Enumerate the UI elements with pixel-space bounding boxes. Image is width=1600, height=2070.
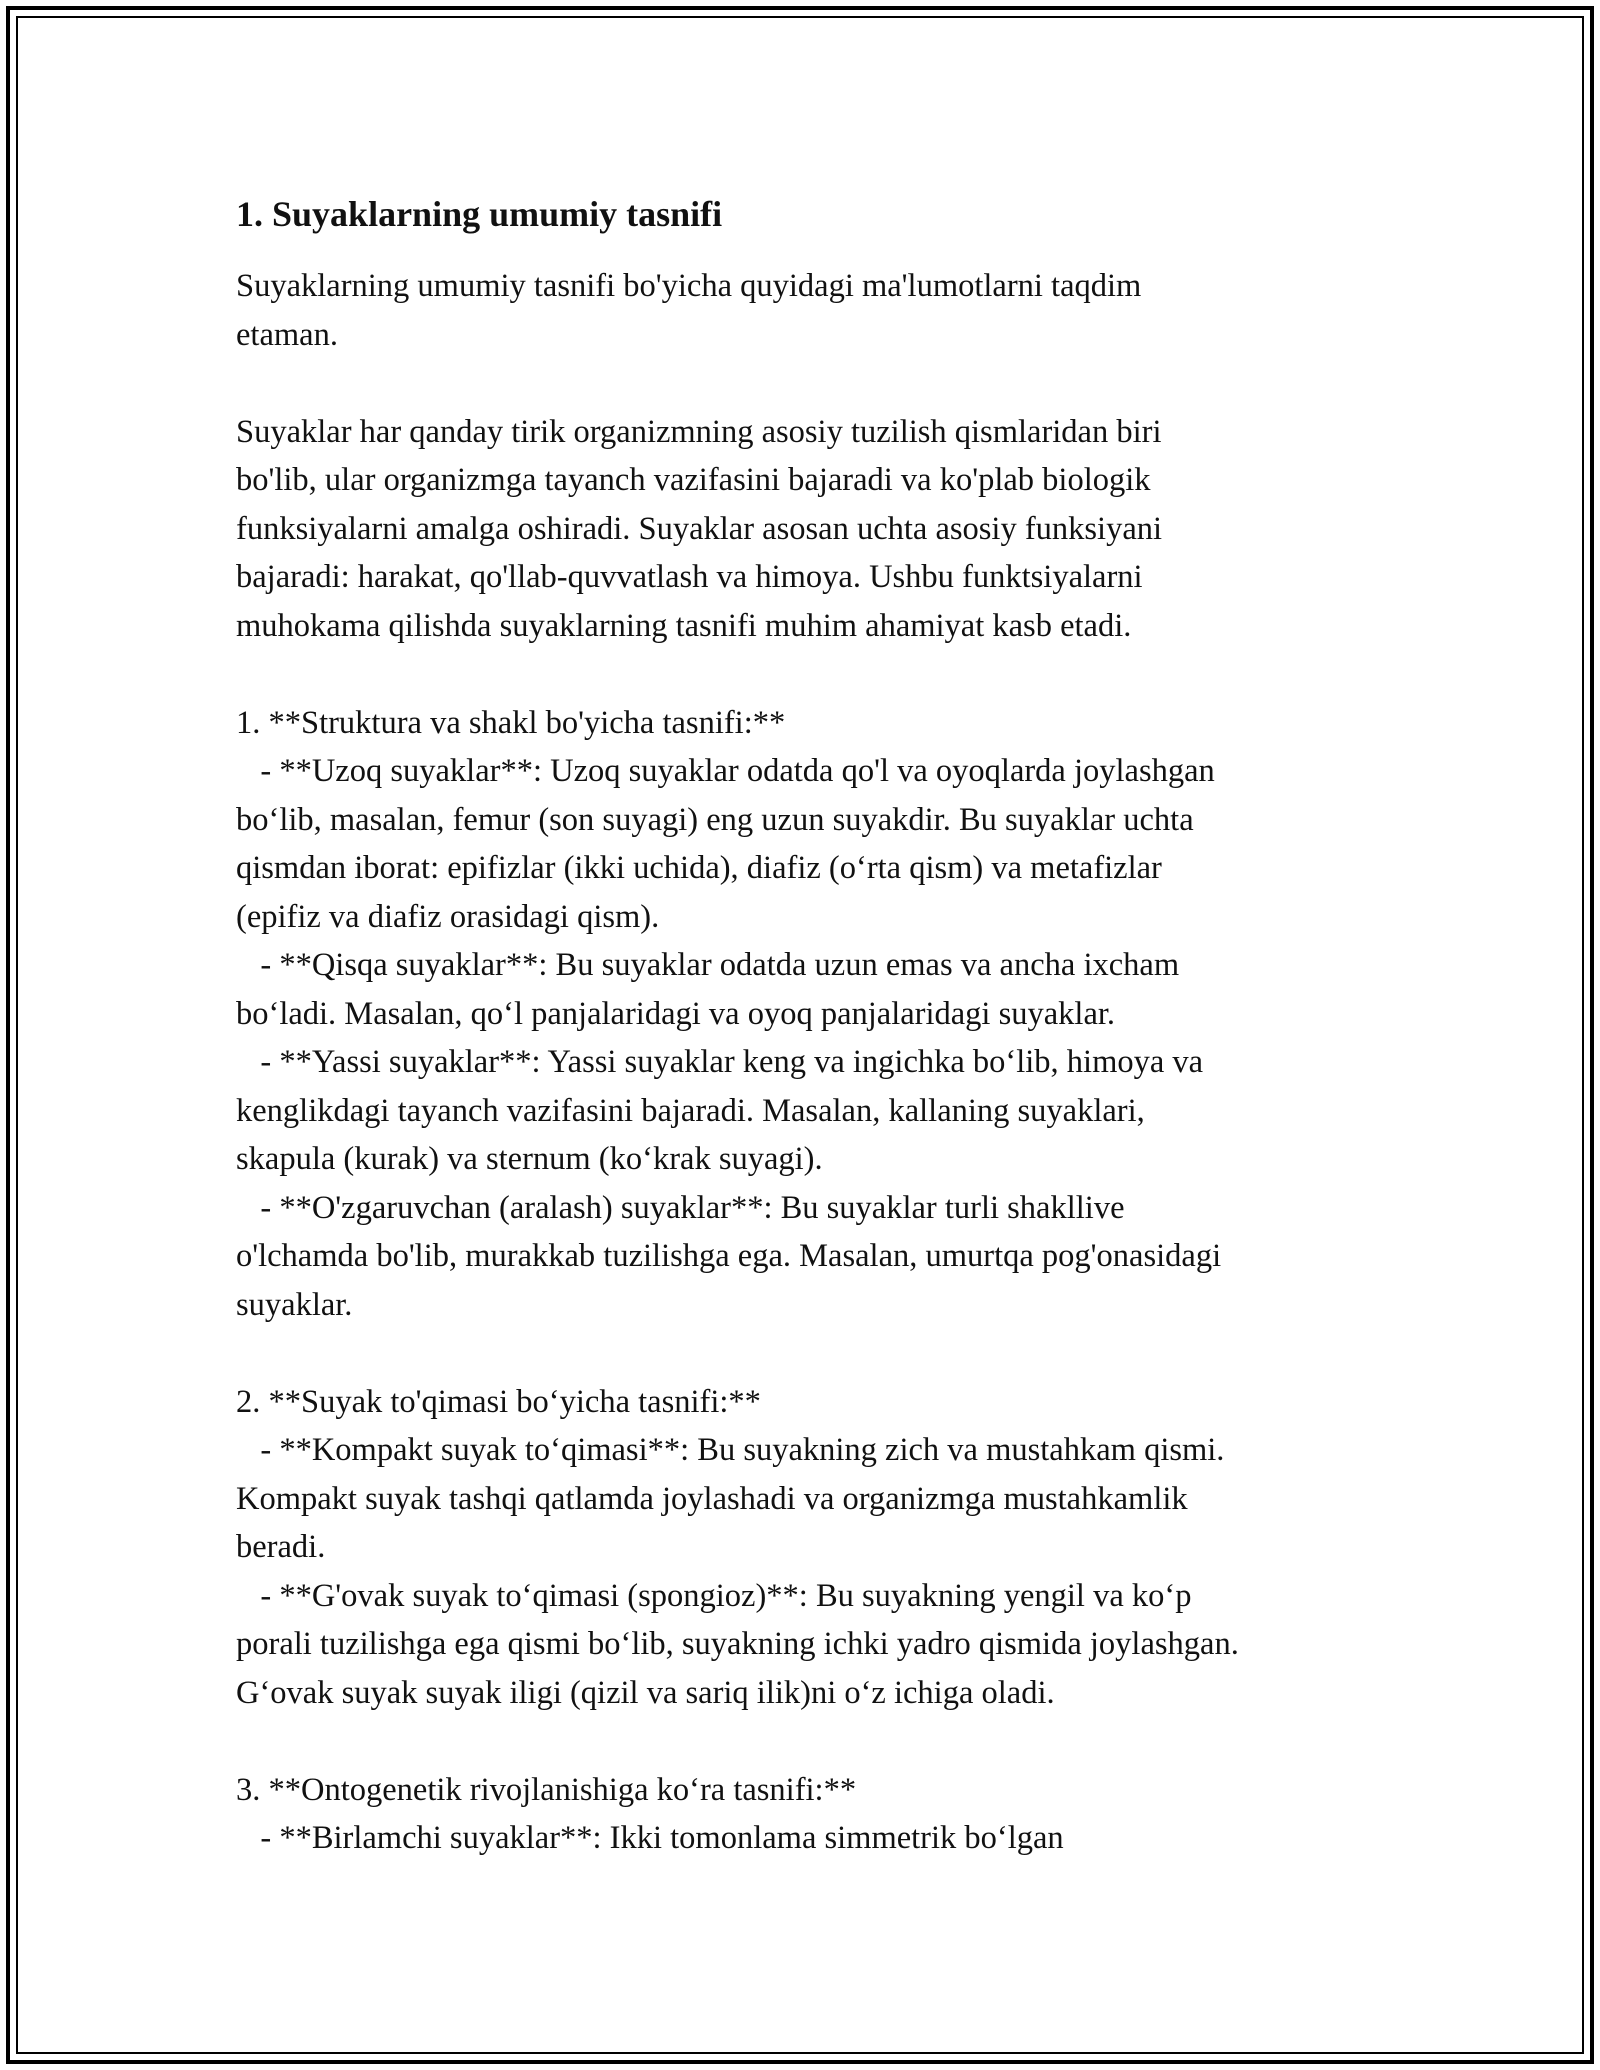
section-structure-shape: 1. **Struktura va shakl bo'yicha tasnifi:** - **Uzoq suyaklar**: Uzoq suyaklar odatda qo'l va oyoqlarda joylashgan bo‘lib, masalan, femur (son suyagi) eng uzun suyakdir. Bu suyaklar uchta qismdan iborat: epifizlar (ikki uchida), diafiz (o‘rta qism) va metafizlar (epifiz va diafiz orasidagi qism). - **Qisqa suyaklar**: Bu suyaklar odatda uzun emas va ancha ixcham bo‘ladi. Masalan, qo‘l panjalaridagi va oyoq panjalaridagi suyaklar. - **Yassi suyaklar**: Yassi suyaklar keng va ingichka bo‘lib, himoya va kenglikdagi tayanch vazifasini bajaradi. Masalan, kallaning suyaklari, skapula (kurak) va sternum (ko‘krak suyagi). - **O'zgaruvchan (aralash) suyaklar**: Bu suyaklar turli shakllive o'lchamda bo'lib, murakkab tuzilishga ega. Masalan, umurtqa pog'onasidagi suyaklar. [236, 704, 1222, 1323]
paragraph-gap [236, 1717, 1386, 1766]
paragraph-gap [236, 1329, 1386, 1378]
section-ontogenetic: 3. **Ontogenetik rivojlanishiga ko‘ra tasnifi:** - **Birlamchi suyaklar**: Ikki tomonlama simmetrik bo‘lgan [236, 1771, 1064, 1856]
paragraph-gap [236, 359, 1386, 408]
document-title: 1. Suyaklarning umumiy tasnifi [236, 194, 723, 234]
intro-paragraph: Suyaklarning umumiy tasnifi bo'yicha quyidagi ma'lumotlarni taqdim etaman. [236, 268, 1142, 353]
section-bone-tissue: 2. **Suyak to'qimasi bo‘yicha tasnifi:** - **Kompakt suyak to‘qimasi**: Bu suyakning zich va mustahkam qismi. Kompakt suyak tashqi qatlamda joylashadi va organizmga mustahkamlik beradi. - **G'ovak suyak to‘qimasi (spongioz)**: Bu suyakning yengil va ko‘p porali tuzilishga ega qismi bo‘lib, suyakning ichki yadro qismida joylashgan. G‘ovak suyak suyak iligi (qizil va sariq ilik)ni o‘z ichiga oladi. [236, 1383, 1239, 1711]
document-body [236, 186, 1386, 1863]
paragraph-gap [236, 650, 1386, 699]
overview-paragraph: Suyaklar har qanday tirik organizmning asosiy tuzilish qismlaridan biri bo'lib, ular organizmga tayanch vazifasini bajaradi va ko'plab biologik funksiyalarni amalga oshiradi. Suyaklar asosan uchta asosiy funksiyani bajaradi: harakat, qo'llab-quvvatlash va himoya. Ushbu funktsiyalarni muhokama qilishda suyaklarning tasnifi muhim ahamiyat kasb etadi. [236, 413, 1163, 644]
